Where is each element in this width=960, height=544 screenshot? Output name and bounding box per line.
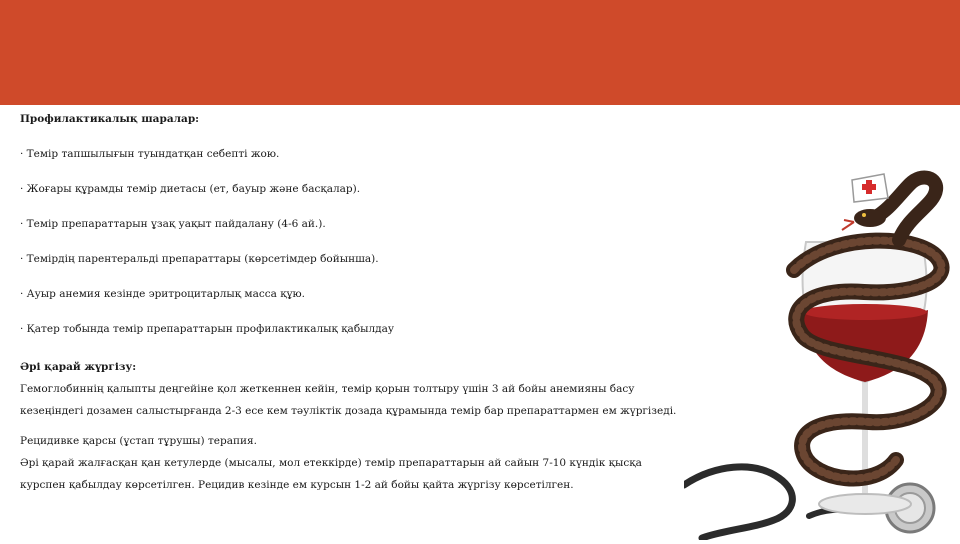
snake-wine-glass-stethoscope-icon — [684, 160, 960, 540]
further-title: Әрі қарай жүргізу: — [20, 361, 137, 373]
further-line-2: кезеңіндегі дозамен салыстырғанда 2-3 есе кем тәуліктік дозада құрамында темір бар препараттармен ем жүргізеді. — [20, 405, 677, 417]
prevention-item-3: · Темір препараттарын ұзақ уақыт пайдалану (4-6 ай.). — [20, 218, 326, 230]
relapse-line-1: Рецидивке қарсы (ұстап тұрушы) терапия. — [20, 435, 257, 447]
prevention-item-2: · Жоғары құрамды темір диетасы (ет, бауыр және басқалар). — [20, 183, 361, 195]
slide-content — [20, 112, 720, 492]
further-line-1: Гемоглобиннің қалыпты деңгейіне қол жеткеннен кейін, темір қорын толтыру үшін 3 ай бойы анемияны басу — [20, 383, 635, 395]
prevention-item-4: · Темірдің парентеральді препараттары (көрсетімдер бойынша). — [20, 253, 379, 265]
prevention-item-6: · Қатер тобында темір препараттарын профилактикалық қабылдау — [20, 323, 395, 335]
relapse-line-2: Әрі қарай жалғасқан қан кетулерде (мысалы, мол етеккірде) темір препараттарын ай сайын 7-10 күндік қысқа — [20, 457, 642, 469]
prevention-title: Профилактикалық шаралар: — [20, 113, 200, 125]
prevention-item-5: · Ауыр анемия кезінде эритроцитарлық масса құю. — [20, 288, 305, 300]
header-band — [0, 0, 960, 105]
prevention-item-1: · Темір тапшылығын туындатқан себепті жою. — [20, 148, 280, 160]
relapse-line-3: курспен қабылдау көрсетілген. Рецидив кезінде ем курсын 1-2 ай бойы қайта жүргізу көрсетілген. — [20, 479, 574, 491]
